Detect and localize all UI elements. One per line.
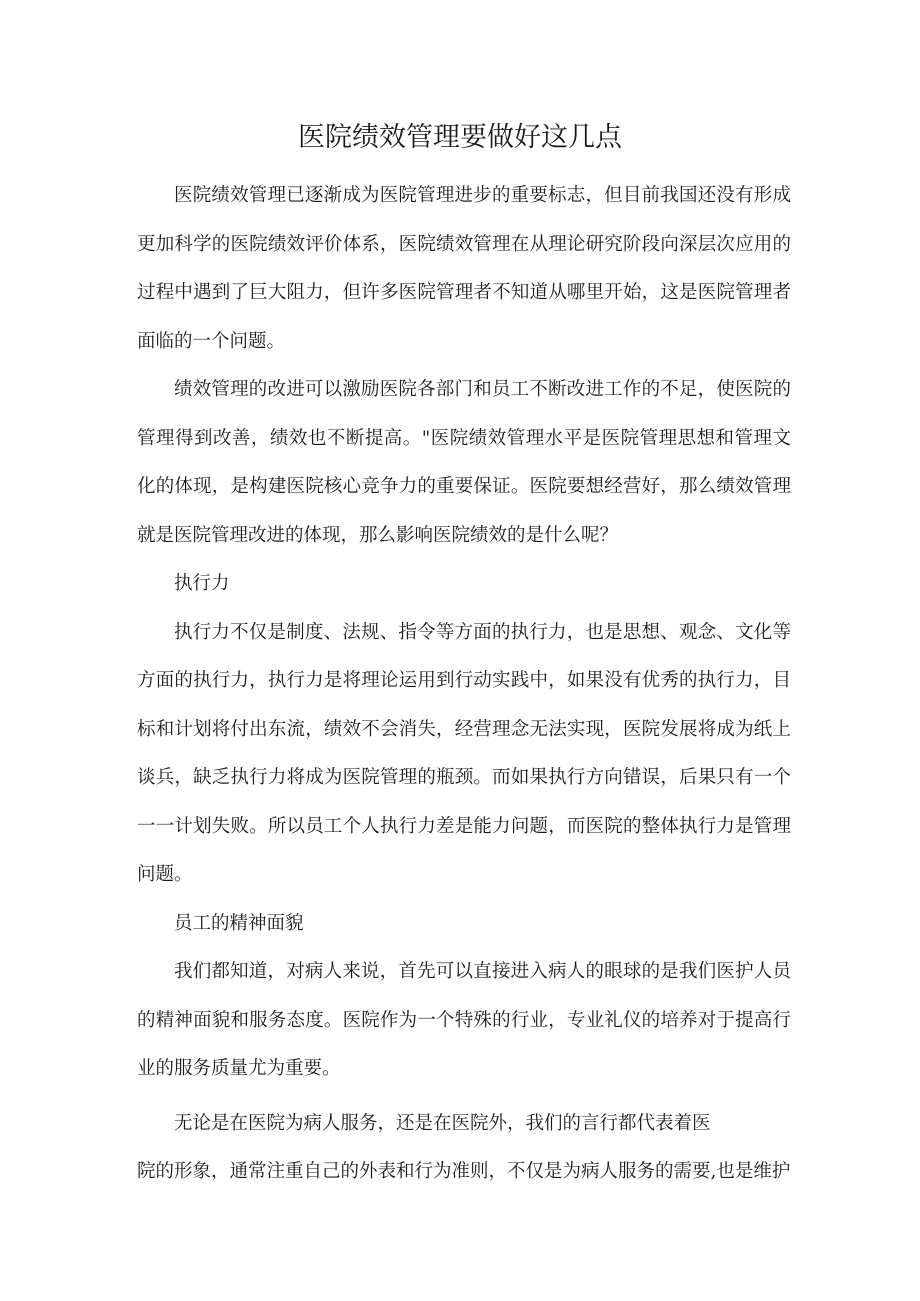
paragraph-performance-improvement: 绩效管理的改进可以激励医院各部门和员工不断改进工作的不足，使医院的管理得到改善，绩效也不断提高。"医院绩效管理水平是医院管理思想和管理文化的体现，是构建医院核心竞争力的重要保证。医院要想经营好，那么绩效管理就是医院管理改进的体现，那么影响医院绩效的是什么呢？ [137,379,791,546]
paragraph-hospital-image-line1: 无论是在医院为病人服务，还是在医院外，我们的言行都代表着医 [174,1112,711,1134]
document-body [137,172,791,1197]
document-title: 医院绩效管理要做好这几点 [298,122,622,153]
section-heading-execution: 执行力 [174,573,230,594]
paragraph-execution: 执行力不仅是制度、法规、指令等方面的执行力，也是思想、观念、文化等方面的执行力，执行力是将理论运用到行动实践中，如果没有优秀的执行力，目标和计划将付出东流，绩效不会消失，经营理念无法实现，医院发展将成为纸上谈兵，缺乏执行力将成为医院管理的瓶颈。而如果执行方向错误，后果只有一个一一计划失败。所以员工个人执行力差是能力问题，而医院的整体执行力是管理问题。 [137,621,791,885]
paragraph-intro: 医院绩效管理已逐渐成为医院管理进步的重要标志，但目前我国还没有形成更加科学的医院绩效评价体系，医院绩效管理在从理论研究阶段向深层次应用的过程中遇到了巨大阻力，但许多医院管理者不知道从哪里开始，这是医院管理者面临的一个问题。 [137,185,791,352]
paragraph-hospital-image [137,1100,791,1197]
section-heading-staff-spirit: 员工的精神面貌 [174,912,304,934]
paragraph-hospital-image-line2: 院的形象，通常注重自己的外表和行为准则，不仅是为病人服务的需要,也是维护 [137,1161,791,1182]
paragraph-staff-spirit: 我们都知道，对病人来说，首先可以直接进入病人的眼球的是我们医护人员的精神面貌和服务态度。医院作为一个特殊的行业，专业礼仪的培养对于提高行业的服务质量尤为重要。 [137,961,791,1079]
